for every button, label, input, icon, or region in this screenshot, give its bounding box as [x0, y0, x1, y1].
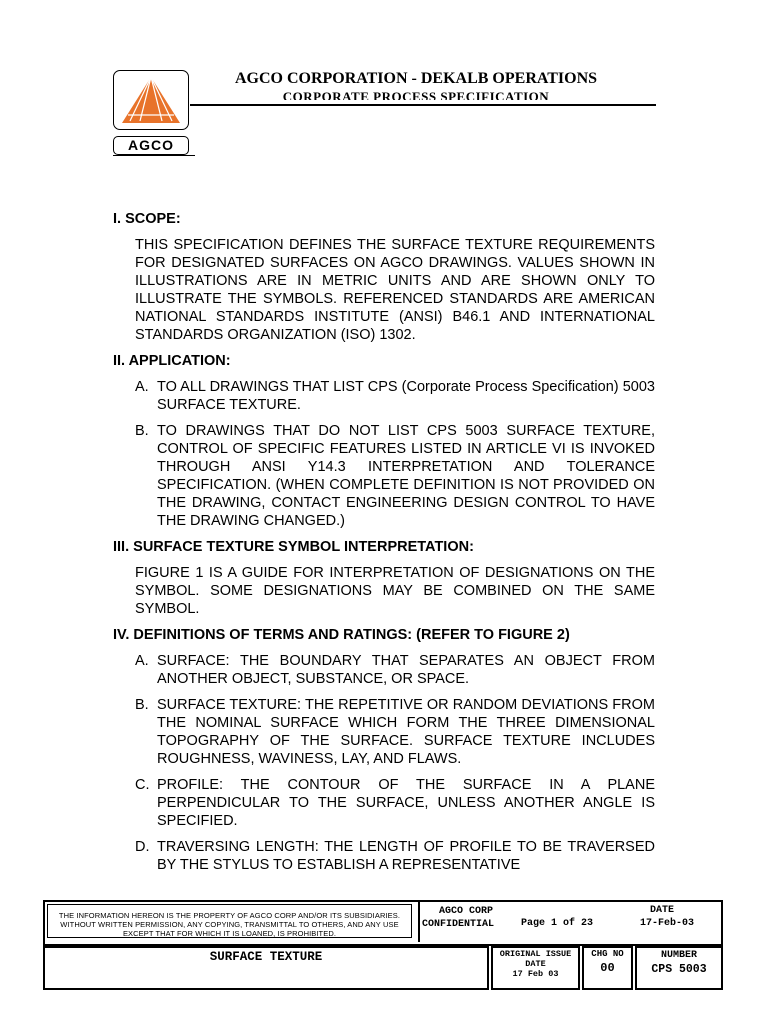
list-item: [135, 776, 655, 830]
document-number-label: NUMBER: [660, 950, 697, 961]
section-heading-scope: I. SCOPE:: [113, 211, 181, 227]
list-text: TO ALL DRAWINGS THAT LIST CPS (Corporate Process Specification) 5003 SURFACE TEXTURE.: [157, 379, 655, 413]
list-text: SURFACE TEXTURE: THE REPETITIVE OR RANDOM DEVIATIONS FROM THE NOMINAL SURFACE WHICH FORM THE THREE DIMENSIONAL TOPOGRAPHY OF THE SURFACE. SURFACE TEXTURE INCLUDES ROUGHNESS, WAVINESS, LAY, AND FLAWS.: [157, 697, 655, 767]
scope-paragraph: THIS SPECIFICATION DEFINES THE SURFACE TEXTURE REQUIREMENTS FOR DESIGNATED SURFACES ON AGCO DRAWINGS. VALUES SHOWN IN ILLUSTRATIONS ARE IN METRIC UNITS AND ARE SHOWN ONLY TO ILLUSTRATE THE SYMBOLS. REFERENCED STANDARDS ARE AMERICAN NATIONAL STANDARDS INSTITUTE (ANSI) B46.1 AND INTERNATIONAL STANDARDS ORGANIZATION (ISO) 1302.: [135, 237, 655, 343]
section-heading-definitions: IV. DEFINITIONS OF TERMS AND RATINGS: (REFER TO FIGURE 2): [113, 627, 570, 643]
list-text: SURFACE: THE BOUNDARY THAT SEPARATES AN OBJECT FROM ANOTHER OBJECT, SUBSTANCE, OR SPACE.: [157, 653, 655, 687]
original-issue-label: ORIGINAL ISSUE: [499, 949, 572, 959]
list-marker: B.: [135, 697, 149, 713]
revision-date: 17-Feb-03: [640, 918, 695, 929]
original-issue-date: 17 Feb 03: [512, 969, 559, 979]
list-item: [135, 838, 655, 874]
agco-logo: [113, 70, 189, 130]
document-title: SURFACE TEXTURE: [209, 950, 323, 964]
list-text: PROFILE: THE CONTOUR OF THE SURFACE IN A PLANE PERPENDICULAR TO THE SURFACE, UNLESS ANOTHER ANGLE IS SPECIFIED.: [157, 777, 655, 829]
original-issue-block: [491, 949, 580, 979]
section-heading-application: II. APPLICATION:: [113, 353, 231, 369]
document-subtitle: [190, 89, 642, 100]
list-item: [135, 422, 655, 530]
change-number-label: CHG NO: [591, 949, 624, 959]
date-label: DATE: [650, 905, 675, 916]
original-issue-date-label: DATE: [525, 959, 546, 969]
list-marker: A.: [135, 653, 149, 669]
agco-corp-label: AGCO CORP: [439, 906, 494, 917]
document-body: [113, 210, 655, 882]
agco-wordmark: AGCO: [113, 136, 189, 155]
list-text: TO DRAWINGS THAT DO NOT LIST CPS 5003 SURFACE TEXTURE, CONTROL OF SPECIFIC FEATURES LISTED IN ARTICLE VI IS INVOKED THROUGH ANSI Y14.3 INTERPRETATION AND TOLERANCE SPECIFICATION. (WHEN COMPLETE DEFINITION IS NOT PROVIDED ON THE DRAWING, CONTACT ENGINEERING DESIGN CONTROL TO HAVE THE DRAWING CHANGED.): [157, 423, 655, 529]
company-title: AGCO CORPORATION - DEKALB OPERATIONS: [234, 70, 598, 87]
list-item: [135, 696, 655, 768]
confidential-label: CONFIDENTIAL: [422, 919, 495, 930]
symbol-interpretation-paragraph: FIGURE 1 IS A GUIDE FOR INTERPRETATION OF DESIGNATIONS ON THE SYMBOL. SOME DESIGNATIONS MAY BE COMBINED ON THE SAME SYMBOL.: [135, 565, 655, 617]
logo-underline: [113, 155, 195, 156]
document-number: CPS 5003: [651, 963, 707, 976]
list-item: [135, 652, 655, 688]
header-rule: [190, 104, 656, 106]
list-text: TRAVERSING LENGTH: THE LENGTH OF PROFILE TO BE TRAVERSED BY THE STYLUS TO ESTABLISH A REPRESENTATIVE: [157, 839, 655, 873]
confidential-block: [422, 905, 522, 931]
proprietary-notice: THE INFORMATION HEREON IS THE PROPERTY OF AGCO CORP AND/OR ITS SUBSIDIARIES. WITHOUT WRITTEN PERMISSION, ANY COPYING, TRANSMITTAL TO OTHERS, AND ANY USE EXCEPT THAT FOR WHICH IT IS LOANED, IS PROHIBITED.: [47, 904, 412, 938]
list-marker: C.: [135, 777, 150, 793]
list-marker: B.: [135, 423, 149, 439]
list-marker: A.: [135, 379, 149, 395]
section-heading-symbol-interpretation: III. SURFACE TEXTURE SYMBOL INTERPRETATION:: [113, 539, 474, 555]
change-number: 00: [600, 961, 615, 975]
page-number: Page 1 of 23: [521, 918, 594, 929]
document-subtitle-text: CORPORATE PROCESS SPECIFICATION: [282, 89, 550, 100]
list-marker: D.: [135, 839, 150, 855]
list-item: [135, 378, 655, 414]
footer-divider: [418, 900, 420, 942]
agco-triangle-logo-icon: [118, 75, 184, 125]
